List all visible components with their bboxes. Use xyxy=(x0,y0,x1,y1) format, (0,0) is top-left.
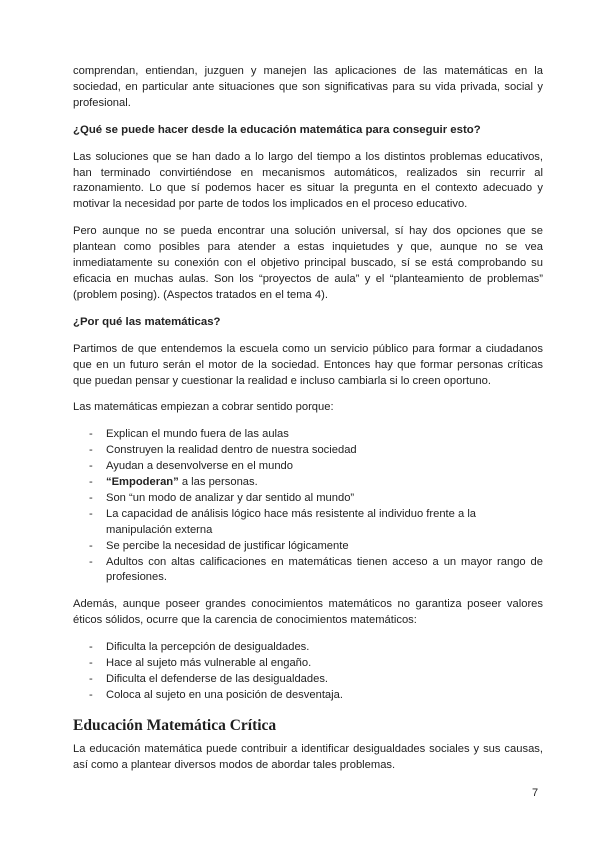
list-item xyxy=(73,507,543,539)
bullet-dash: - xyxy=(89,657,93,670)
question-heading-1: ¿Qué se puede hacer desde la educación matemática para conseguir esto? xyxy=(73,123,481,136)
list-item-text: Construyen la realidad dentro de nuestra sociedad xyxy=(106,444,357,457)
bullet-dash: - xyxy=(89,476,93,489)
bullet-dash: - xyxy=(89,673,93,685)
list-item-text: Son “un modo de analizar y dar sentido al mundo” xyxy=(106,491,355,504)
list-item-text: Hace al sujeto más vulnerable al engaño. xyxy=(106,657,312,670)
list-item xyxy=(73,555,543,587)
list-item xyxy=(73,459,543,475)
bullet-dash: - xyxy=(89,641,93,654)
list-item xyxy=(73,427,543,443)
page-content xyxy=(73,64,543,774)
bullet-dash: - xyxy=(89,507,93,520)
paragraph-critical-education: La educación matemática puede contribuir a identificar desigualdades sociales y sus causas, así como a plantear diversos modos de abordar tales problemas. xyxy=(73,742,543,771)
paragraph-list-intro: Las matemáticas empiezan a cobrar sentido porque: xyxy=(73,401,334,414)
list-item xyxy=(73,443,543,459)
list-item xyxy=(73,640,543,656)
list-item xyxy=(73,539,543,555)
bullet-dash: - xyxy=(89,539,93,552)
list-item xyxy=(73,491,543,507)
list-item-text: Ayudan a desenvolverse en el mundo xyxy=(106,460,294,473)
list-item-text: Se percibe la necesidad de justificar lógicamente xyxy=(106,539,349,552)
list-item xyxy=(73,656,543,672)
reasons-list xyxy=(73,427,543,586)
list-item-text: Coloca al sujeto en una posición de desventaja. xyxy=(106,688,343,701)
list-item-text: Dificulta la percepción de desigualdades. xyxy=(106,641,310,654)
bullet-dash: - xyxy=(89,491,93,504)
paragraph-options: Pero aunque no se pueda encontrar una solución universal, sí hay dos opciones que se plantean como posibles para atender a estas inquietudes y que, aunque no se vea inmediatamente su conexión con el objetivo principal buscado, sí se está comprobando su eficacia en muchas aulas. Son los “proyectos de aula” y el “planteamiento de problemas” (problem posing). (Aspectos tratados en el tema 4). xyxy=(73,225,543,301)
list-item xyxy=(73,688,543,704)
list-item-text: a las personas. xyxy=(178,476,258,489)
paragraph-solutions: Las soluciones que se han dado a lo largo del tiempo a los distintos problemas educativos, han terminado convirtiéndose en mecanismos automáticos, realizados sin recurrir al razonamiento. Lo que sí podemos hacer es situar la pregunta en el contexto adecuado y motivar la necesidad por parte de todos los implicados en el proceso educativo. xyxy=(73,150,543,211)
bullet-dash: - xyxy=(89,688,93,701)
section-heading: Educación Matemática Crítica xyxy=(73,716,277,734)
bullet-dash: - xyxy=(89,444,93,457)
bullet-dash: - xyxy=(89,428,93,441)
question-heading-2: ¿Por qué las matemáticas? xyxy=(73,315,221,328)
list-item-text: La capacidad de análisis lógico hace más resistente al individuo frente a la manipulación externa xyxy=(106,507,477,536)
list-item xyxy=(73,672,543,688)
list-item-text: Explican el mundo fuera de las aulas xyxy=(106,428,289,441)
consequences-list xyxy=(73,640,543,704)
list-item-text: Adultos con altas calificaciones en matemáticas tienen acceso a un mayor rango de profesiones. xyxy=(106,555,543,584)
bullet-dash: - xyxy=(89,460,93,473)
list-item-text: Dificulta el defenderse de las desigualdades. xyxy=(106,673,329,685)
page-number: 7 xyxy=(532,787,539,799)
paragraph-intro-continuation: comprendan, entiendan, juzguen y manejen las aplicaciones de las matemáticas en la sociedad, en particular ante situaciones que son significativas para su vida privada, social y profesional. xyxy=(73,65,543,109)
paragraph-school: Partimos de que entendemos la escuela como un servicio público para formar a ciudadanos que en un futuro serán el motor de la sociedad. Entonces hay que formar personas críticas que puedan pensar y cuestionar la realidad e incluso cambiarla si lo creen oportuno. xyxy=(73,342,543,387)
paragraph-lack-of-knowledge: Además, aunque poseer grandes conocimientos matemáticos no garantiza poseer valores éticos sólidos, ocurre que la carencia de conocimientos matemáticos: xyxy=(73,598,543,627)
list-item xyxy=(73,475,543,491)
bullet-dash: - xyxy=(89,555,93,568)
list-item-bold-text: “Empoderan” xyxy=(106,476,179,489)
